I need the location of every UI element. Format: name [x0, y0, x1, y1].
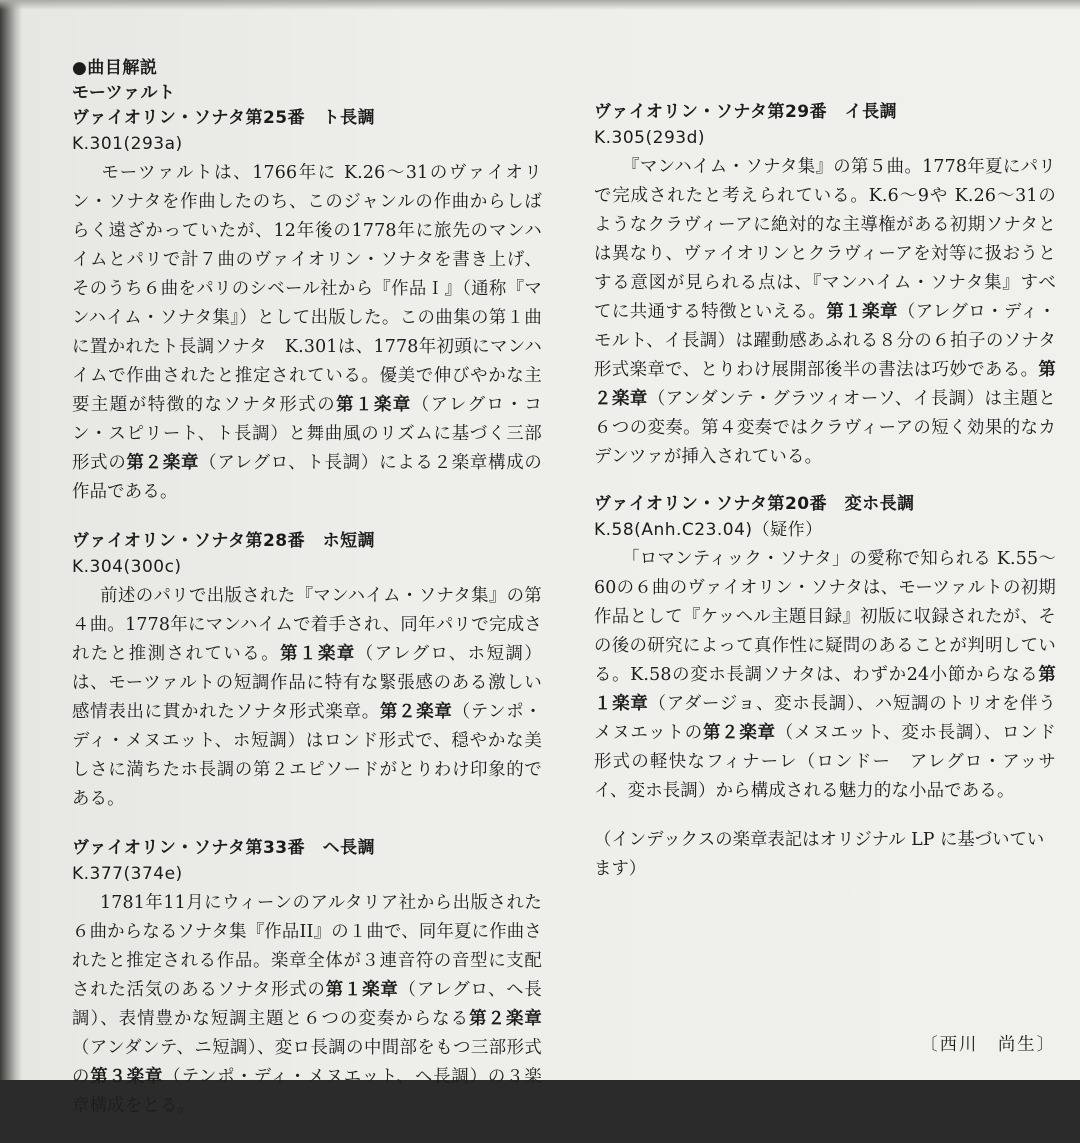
section-heading: ヴァイオリン・ソナタ第25番 ト長調 — [72, 108, 376, 128]
movement-label: 第２楽章 — [702, 723, 776, 743]
movement-label: 第２楽章 — [379, 702, 453, 722]
movement-label: 第２楽章 — [469, 1009, 543, 1029]
koechel-number: K.58(Anh.C23.04)（疑作） — [594, 520, 823, 540]
movement-label: 第１楽章 — [594, 665, 1056, 714]
body-text: （アレグロ・コン・スピリート、ト長調）と舞曲風のリズムに基づく三部形式の — [72, 395, 542, 473]
body-text: （アレグロ、ホ短調）は、モーツァルトの短調作品に特有な緊張感のある激しい感情表出に貫かれたソナタ形式楽章。 — [72, 644, 543, 722]
section-heading: ヴァイオリン・ソナタ第20番 変ホ長調 — [594, 494, 915, 514]
left-column — [72, 56, 542, 1143]
body-text: 1781年11月にウィーンのアルタリア社から出版された６曲からなるソナタ集『作品II』の１曲で、同年夏に作曲されたと推定される作品。楽章全体が３連音符の音型に支配された活気のあるソナタ形式の — [72, 893, 542, 1000]
movement-label: 第２楽章 — [126, 453, 200, 473]
section-k304 — [72, 529, 542, 814]
notes-title: ●曲目解説 — [72, 58, 158, 78]
body-text: （アンダンテ・グラツィオーソ、イ長調）は主題と６つの変奏。第４変奏ではクラヴィーアの短く効果的なカデンツァが挿入されている。 — [594, 389, 1056, 467]
body-text: （アダージョ、変ホ長調）、ハ短調のトリオを伴うメヌエットの — [594, 694, 1056, 743]
movement-label: 第１楽章 — [280, 644, 356, 664]
body-text: （アレグロ、ヘ長調）、表情豊かな短調主題と６つの変奏からなる — [72, 980, 542, 1029]
movement-label: 第１楽章 — [325, 980, 399, 1000]
section-body — [72, 889, 542, 1121]
body-text: 『マンハイム・ソナタ集』の第５曲。1778年夏にパリで完成されたと考えられている。K.6～9や K.26～31のようなクラヴィーアに絶対的な主導権がある初期ソナタとは異なり、ヴァイオリンとクラヴィーアを対等に扱おうとする意図が見られる点は、『マンハイム・ソナタ集』すべてに共通する特徴といえる。 — [594, 157, 1056, 322]
body-text: （テンポ・ディ・メヌエット、ヘ長調）の３楽章構成をとる。 — [72, 1067, 542, 1116]
koechel-number: K.301(293a) — [72, 134, 183, 154]
section-body — [594, 545, 1056, 806]
body-text: （テンポ・ディ・メヌエット、ホ短調）はロンド形式で、穏やかな美しさに満ちたホ長調の第２エピソードがとりわけ印象的である。 — [72, 702, 542, 809]
section-body — [594, 153, 1056, 472]
movement-label: 第３楽章 — [90, 1067, 164, 1087]
koechel-number: K.305(293d) — [594, 128, 706, 148]
section-k305 — [594, 100, 1056, 472]
page-edge-shadow — [0, 0, 22, 1080]
body-text: （アンダンテ、ニ短調）、変ロ長調の中間部をもつ三部形式の — [72, 1038, 542, 1087]
body-text: （メヌエット、変ホ長調）、ロンド形式の軽快なフィナーレ（ロンドー アレグロ・アッサイ、変ホ長調）から構成される魅力的な小品である。 — [594, 723, 1056, 801]
right-column — [594, 100, 1056, 884]
section-k58 — [594, 492, 1056, 806]
movement-label: 第１楽章 — [336, 395, 412, 415]
section-body — [72, 582, 542, 814]
section-k377 — [72, 836, 542, 1121]
body-text: モーツァルトは、1766年に K.26～31のヴァイオリン・ソナタを作曲したのち、このジャンルの作曲からしばらく遠ざかっていたが、12年後の1778年に旅先のマンハイムとパリで計７曲のヴァイオリン・ソナタを書き上げ、そのうち６曲をパリのシベール社から『作品Ｉ』（通称『マンハイム・ソナタ集』）として出版した。この曲集の第１曲に置かれたト長調ソナタ K.301は、1778年初頭にマンハイムで作曲されたと推定されている。優美で伸びやかな主要主題が特徴的なソナタ形式の — [72, 163, 542, 415]
body-text: 「ロマンティック・ソナタ」の愛称で知られる K.55～60の６曲のヴァイオリン・ソナタは、モーツァルトの初期作品として『ケッヘル主題目録』初版に収録されたが、その後の研究によって真作性に疑問のあることが判明している。K.58の変ホ長調ソナタは、わずか24小節からなる — [594, 549, 1056, 685]
composer-name: モーツァルト — [72, 83, 176, 103]
index-note: （インデックスの楽章表記はオリジナル LP に基づいています） — [594, 830, 1045, 879]
section-k301 — [72, 106, 542, 507]
body-text: 前述のパリで出版された『マンハイム・ソナタ集』の第４曲。1778年にマンハイムで着手され、同年パリで完成されたと推測されている。 — [72, 586, 542, 664]
koechel-number: K.304(300c) — [72, 557, 182, 577]
author-credit: 〔西川 尚生〕 — [920, 1035, 1056, 1055]
body-text: （アレグロ、ト長調）による２楽章構成の作品である。 — [72, 453, 542, 502]
section-body — [72, 159, 542, 507]
body-text: （アレグロ・ディ・モルト、イ長調）は躍動感あふれる８分の６拍子のソナタ形式楽章で、とりわけ展開部後半の書法は巧妙である。 — [594, 302, 1056, 380]
koechel-number: K.377(374e) — [72, 864, 183, 884]
movement-label: 第１楽章 — [826, 302, 898, 322]
movement-label: 第２楽章 — [594, 360, 1056, 409]
section-heading: ヴァイオリン・ソナタ第29番 イ長調 — [594, 102, 898, 122]
page-top-shadow — [0, 0, 1080, 10]
section-heading: ヴァイオリン・ソナタ第28番 ホ短調 — [72, 531, 376, 551]
section-heading: ヴァイオリン・ソナタ第33番 ヘ長調 — [72, 838, 376, 858]
